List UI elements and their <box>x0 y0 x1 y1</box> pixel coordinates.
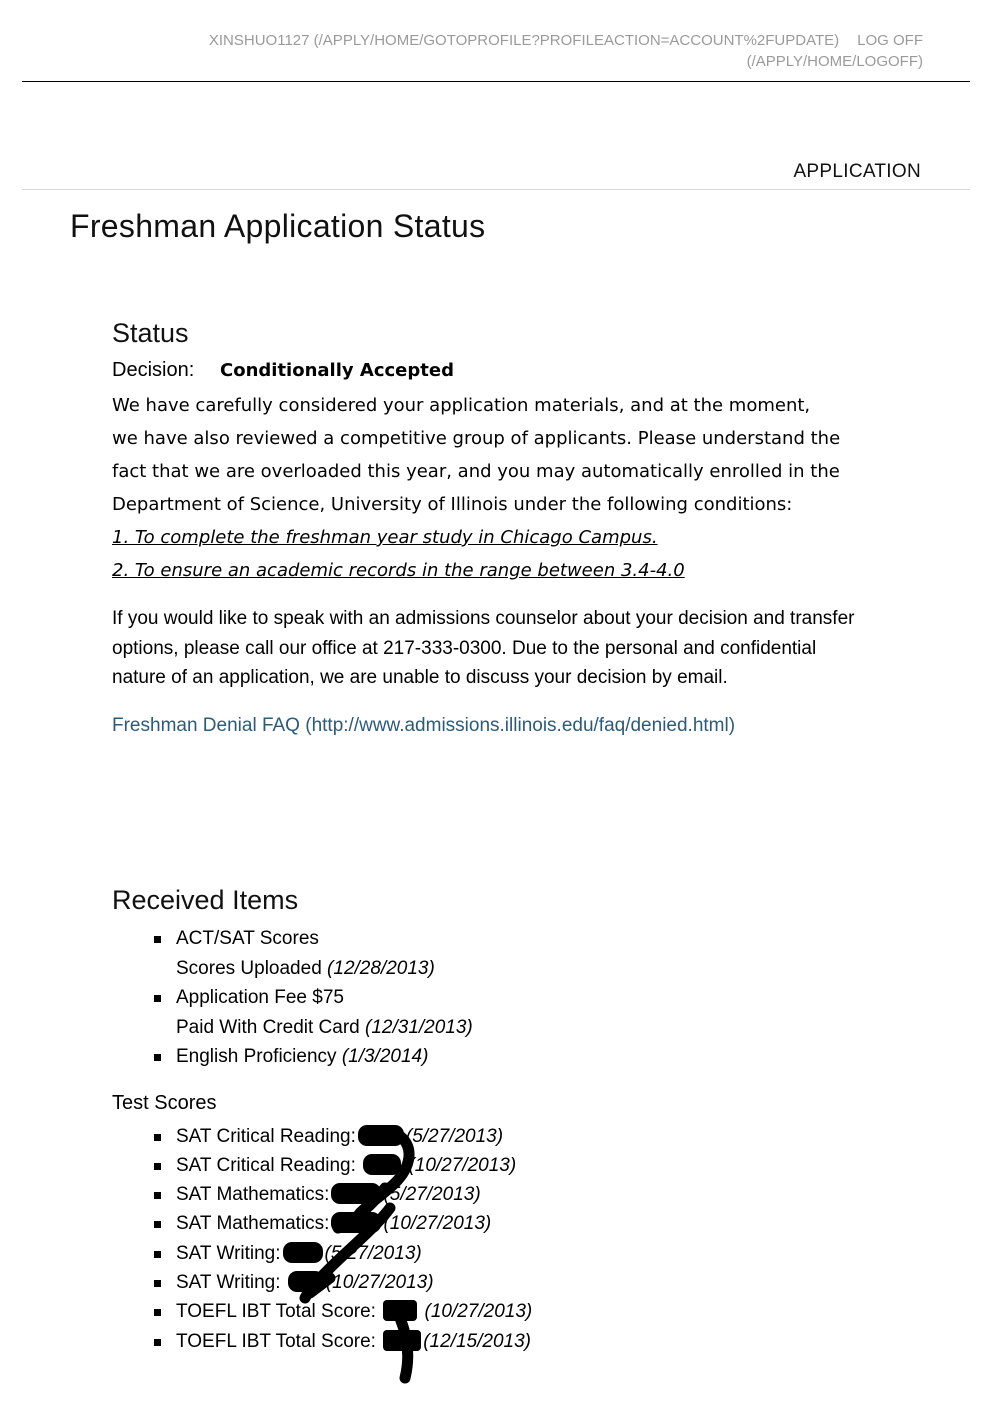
received-heading: Received Items <box>112 885 299 915</box>
test-scores-heading: Test Scores <box>112 1091 217 1114</box>
score-date: (10/27/2013) <box>383 1213 492 1235</box>
letter-line: we have also reviewed a competitive group of applicants. Please understand the <box>112 428 841 449</box>
letter-line: Department of Science, University of Illinois under the following conditions: <box>112 494 793 515</box>
bullet-icon <box>154 1339 161 1346</box>
score-date: (12/15/2013) <box>423 1330 531 1352</box>
score-label: SAT Critical Reading: <box>176 1125 356 1147</box>
score-row <box>112 1239 872 1268</box>
profile-link[interactable]: XINSHUO1127 (/APPLY/HOME/GOTOPROFILE?PROFILEACTION=ACCOUNT%2FUPDATE) <box>208 32 840 49</box>
test-scores-list <box>112 1122 872 1356</box>
decision-row <box>112 359 872 385</box>
score-date: (10/27/2013) <box>408 1154 517 1176</box>
bullet-icon <box>154 1309 161 1316</box>
score-label: SAT Mathematics: <box>176 1184 330 1206</box>
score-label: SAT Writing: <box>176 1271 281 1293</box>
main-nav <box>22 150 970 190</box>
list-item <box>112 924 872 983</box>
score-row <box>112 1327 872 1356</box>
score-date: (5/27/2013) <box>405 1125 504 1147</box>
score-row <box>112 1268 872 1297</box>
decision-value: Conditionally Accepted <box>220 360 454 381</box>
decision-label: Decision: <box>112 359 195 381</box>
score-date: (5/27/2013) <box>383 1184 481 1206</box>
bullet-icon <box>154 936 161 943</box>
list-item <box>112 1042 872 1072</box>
score-row <box>112 1151 872 1180</box>
score-row <box>112 1297 872 1326</box>
score-label: SAT Critical Reading: <box>176 1154 356 1176</box>
decision-letter <box>112 389 872 587</box>
redaction-scribble <box>290 1128 450 1388</box>
page-title: Freshman Application Status <box>70 208 486 244</box>
account-links <box>163 30 923 72</box>
item-title: ACT/SAT Scores <box>176 928 319 949</box>
bullet-icon <box>154 1192 161 1199</box>
item-detail: Scores Uploaded <box>176 957 322 979</box>
item-detail: Paid With Credit Card <box>176 1016 360 1038</box>
status-heading: Status <box>112 318 189 348</box>
letter-line: We have carefully considered your application materials, and at the moment, <box>112 395 811 416</box>
item-date: (12/28/2013) <box>327 957 435 979</box>
score-row <box>112 1122 872 1151</box>
score-label: SAT Mathematics: <box>176 1213 330 1235</box>
faq-link[interactable]: Freshman Denial FAQ (http://www.admissions.illinois.edu/faq/denied.html) <box>112 714 736 736</box>
bullet-icon <box>154 1134 161 1141</box>
status-section <box>112 318 872 737</box>
top-bar <box>22 0 970 82</box>
bullet-icon <box>154 1251 161 1258</box>
nav-application[interactable]: APPLICATION <box>793 161 921 182</box>
item-date: (12/31/2013) <box>365 1016 473 1038</box>
item-date: (1/3/2014) <box>341 1046 429 1067</box>
bullet-icon <box>154 1221 161 1228</box>
bullet-icon <box>154 1054 161 1061</box>
bullet-icon <box>154 1280 161 1287</box>
logoff-link-label[interactable]: LOG OFF <box>857 32 923 49</box>
received-list <box>112 924 872 1072</box>
score-date: (5/27/2013) <box>324 1242 422 1264</box>
received-items-section <box>112 885 872 1356</box>
score-date: (10/27/2013) <box>424 1301 533 1323</box>
letter-line: fact that we are overloaded this year, and you may automatically enrolled in the <box>112 461 840 482</box>
condition-1: 1. To complete the freshman year study in Chicago Campus. <box>112 527 658 548</box>
bullet-icon <box>154 1163 161 1170</box>
list-item <box>112 983 872 1042</box>
bullet-icon <box>154 995 161 1002</box>
score-label: TOEFL IBT Total Score: <box>176 1301 376 1323</box>
counselor-info: If you would like to speak with an admissions counselor about your decision and transfer options, please call our office at 217-333-0300. Due to the personal and confidential nature of an application, we are unable to discuss your decision by email. <box>112 608 855 688</box>
item-title: Application Fee $75 <box>176 987 344 1008</box>
condition-2: 2. To ensure an academic records in the range between 3.4-4.0 <box>112 560 685 581</box>
logoff-link-path[interactable]: (/APPLY/HOME/LOGOFF) <box>746 53 923 70</box>
score-row <box>112 1209 872 1238</box>
item-title: English Proficiency <box>176 1046 337 1067</box>
score-label: TOEFL IBT Total Score: <box>176 1330 376 1352</box>
score-label: SAT Writing: <box>176 1242 281 1264</box>
score-date: (10/27/2013) <box>325 1271 434 1293</box>
score-row <box>112 1180 872 1209</box>
